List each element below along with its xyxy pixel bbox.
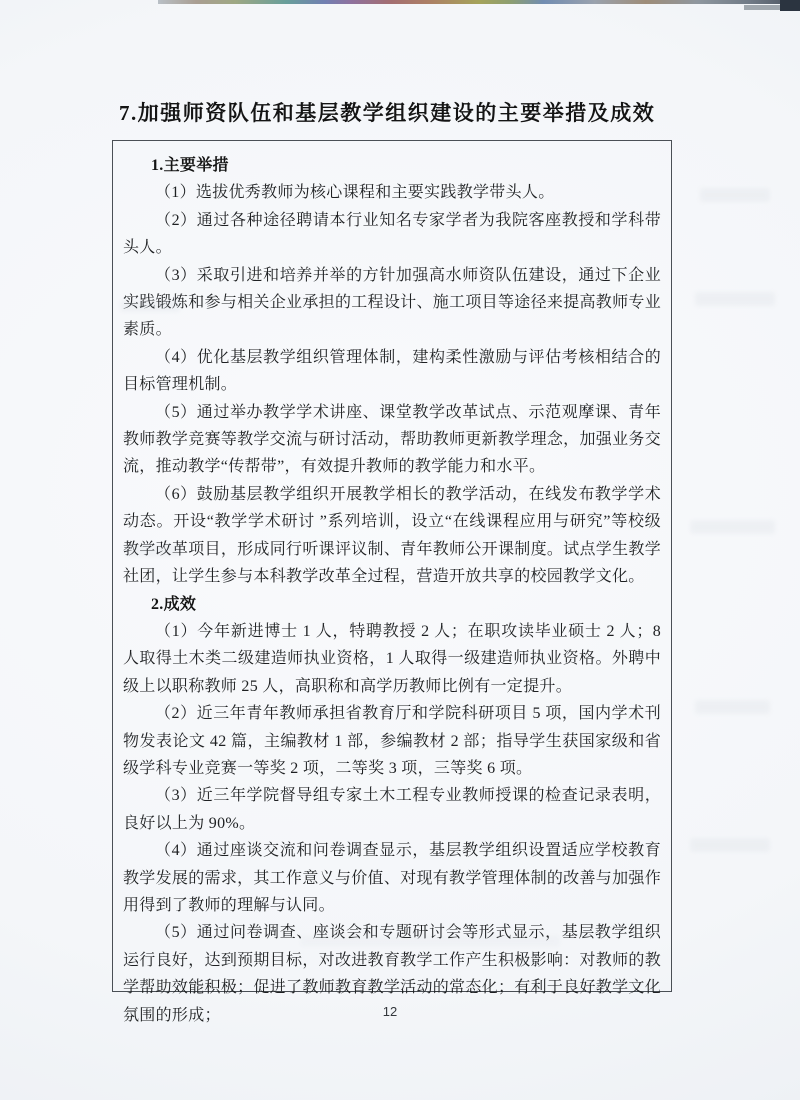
section-heading-results: 2.成效: [151, 595, 197, 613]
results-paragraph-5: （5）通过问卷调查、座谈会和专题研讨会等形式显示，基层教学组织运行良好，达到预期目标，对改进教育教学工作产生积极影响：对教师的教学帮助效能积极；促进了教师教育教学活动的常态化；有利于良好教学文化氛围的形成；: [123, 924, 661, 1024]
measures-paragraph-3: （3）采取引进和培养并举的方针加强高水师资队伍建设，通过下企业实践锻炼和参与相关企业承担的工程设计、施工项目等途径来提高教师专业素质。: [123, 266, 661, 339]
measures-paragraph-2: （2）通过各种途径聘请本行业知名专家学者为我院客座教授和学科带头人。: [123, 211, 661, 257]
scanner-corner-artifact: [780, 0, 800, 11]
bleedthrough-smudge: [695, 292, 775, 306]
bleedthrough-smudge: [700, 188, 770, 202]
measures-paragraph-1: （1）选拔优秀教师为核心课程和主要实践教学带头人。: [155, 184, 555, 202]
bleedthrough-smudge: [695, 700, 770, 714]
results-paragraph-2: （2）近三年青年教师承担省教育厅和学院科研项目 5 项，国内学术刊物发表论文 42 篇，主编教材 1 部，参编教材 2 部；指导学生获国家级和省级学科专业竞赛一等奖 2 项，二等奖 3 项，三等奖 6 项。: [123, 705, 661, 777]
results-paragraph-4: （4）通过座谈交流和问卷调查显示，基层教学组织设置适应学校教育教学发展的需求，其工作意义与价值、对现有教学管理体制的改善与加强作用得到了教师的理解与认同。: [123, 842, 661, 914]
bleedthrough-smudge: [690, 838, 770, 852]
scanner-edge-artifact: [744, 5, 784, 10]
results-paragraph-1: （1）今年新进博士 1 人，特聘教授 2 人；在职攻读毕业硕士 2 人；8 人取得土木类二级建造师执业资格，1 人取得一级建造师执业资格。外聘中级上以职称教师 25 人，高职称和高学历教师比例有一定提升。: [123, 622, 661, 695]
measures-paragraph-5: （5）通过举办教学学术讲座、课堂教学改革试点、示范观摩课、青年教师教学竞赛等教学交流与研讨活动，帮助教师更新教学理念，加强业务交流，推动教学“传帮带”，有效提升教师的教学能力和水平。: [123, 403, 661, 476]
scanner-edge-color-strip: [158, 0, 800, 4]
page-number: 12: [382, 1004, 398, 1019]
measures-paragraph-6: （6）鼓励基层教学组织开展教学相长的教学活动，在线发布教学学术动态。开设“教学学术研讨 ”系列培训，设立“在线课程应用与研究”等校级教学改革项目，形成同行听课评议制、青年教师公开课制度。试点学生教学社团，让学生参与本科教学改革全过程，营造开放共享的校园教学文化。: [123, 485, 661, 586]
bleedthrough-smudge: [120, 300, 180, 312]
page-title: 7.加强师资队伍和基层教学组织建设的主要举措及成效: [119, 101, 656, 125]
bleedthrough-smudge: [300, 935, 560, 947]
results-paragraph-3: （3）近三年学院督导组专家土木工程专业教师授课的检查记录表明，良好以上为 90%。: [123, 787, 661, 832]
bleedthrough-smudge: [690, 520, 775, 534]
measures-paragraph-4: （4）优化基层教学组织管理体制，建构柔性激励与评估考核相结合的目标管理机制。: [123, 348, 661, 394]
bleedthrough-smudge: [125, 545, 180, 557]
section-heading-measures: 1.主要举措: [151, 157, 229, 174]
